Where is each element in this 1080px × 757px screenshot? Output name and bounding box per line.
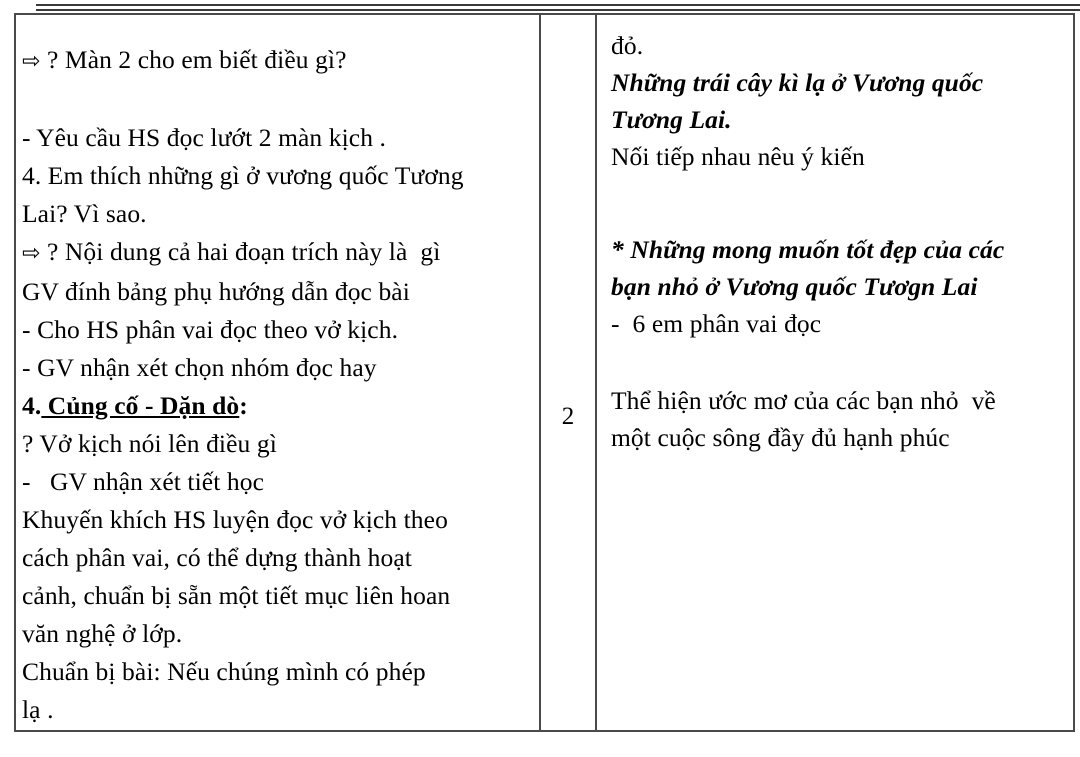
blank-line [611, 342, 1057, 382]
text-line: đỏ. [611, 31, 644, 60]
text-line: - 6 em phân vai đọc [611, 309, 822, 338]
text-line: - Cho HS phân vai đọc theo vở kịch. [22, 315, 399, 344]
text-line: cách phân vai, có thể dựng thành hoạt [22, 543, 412, 572]
table-cell-duration [541, 15, 597, 730]
text-line: - GV nhận xét tiết học [22, 467, 264, 496]
text-line: - Yêu cầu HS đọc lướt 2 màn kịch . [22, 123, 387, 152]
text-line: ? Vở kịch nói lên điều gì [22, 429, 277, 458]
lesson-plan-table [14, 13, 1075, 732]
heading-colon: : [239, 391, 248, 420]
duration-value: 2 [561, 403, 575, 430]
text-line: Khuyến khích HS luyện đọc vở kịch theo [22, 505, 448, 534]
text-line [22, 41, 533, 81]
text-line: một cuộc sông đầy đủ hạnh phúc [611, 423, 950, 452]
blank-line [22, 81, 533, 119]
line-text: ? Màn 2 cho em biết điều gì? [40, 45, 347, 74]
text-line: Chuẩn bị bài: Nếu chúng mình có phép [22, 657, 426, 686]
blank-line [611, 175, 1057, 231]
text-line: lạ . [22, 695, 54, 724]
arrow-right-icon: ⇨ [22, 241, 41, 266]
text-line [22, 233, 533, 273]
heading-underlined-text: Củng cố - Dặn dò [41, 391, 240, 420]
top-double-rule [36, 4, 1080, 11]
section-heading [22, 387, 533, 425]
text-line: GV đính bảng phụ hướng dẫn đọc bài [22, 277, 410, 306]
text-line: Thể hiện ước mơ của các bạn nhỏ về [611, 386, 996, 415]
heading-number: 4. [22, 391, 42, 420]
table-cell-student-activities [597, 15, 1071, 730]
text-line: Lai? Vì sao. [22, 199, 147, 228]
text-line-emphasis: * Những mong muốn tốt đẹp của các [611, 235, 1005, 264]
text-line: Nối tiếp nhau nêu ý kiến [611, 142, 865, 171]
text-line: văn nghệ ở lớp. [22, 619, 183, 648]
text-line-emphasis: Tương Lai. [611, 105, 732, 134]
text-line-emphasis: bạn nhỏ ở Vương quốc Tươgn Lai [611, 272, 978, 301]
table-cell-teacher-activities [16, 15, 541, 730]
text-line: - GV nhận xét chọn nhóm đọc hay [22, 353, 377, 382]
text-line: 4. Em thích những gì ở vương quốc Tương [22, 161, 464, 190]
line-text: ? Nội dung cả hai đoạn trích này là gì [40, 237, 441, 266]
text-line-emphasis: Những trái cây kì lạ ở Vương quốc [611, 68, 984, 97]
text-line: cảnh, chuẩn bị sẵn một tiết mục liên hoan [22, 581, 451, 610]
arrow-right-icon: ⇨ [22, 49, 41, 74]
